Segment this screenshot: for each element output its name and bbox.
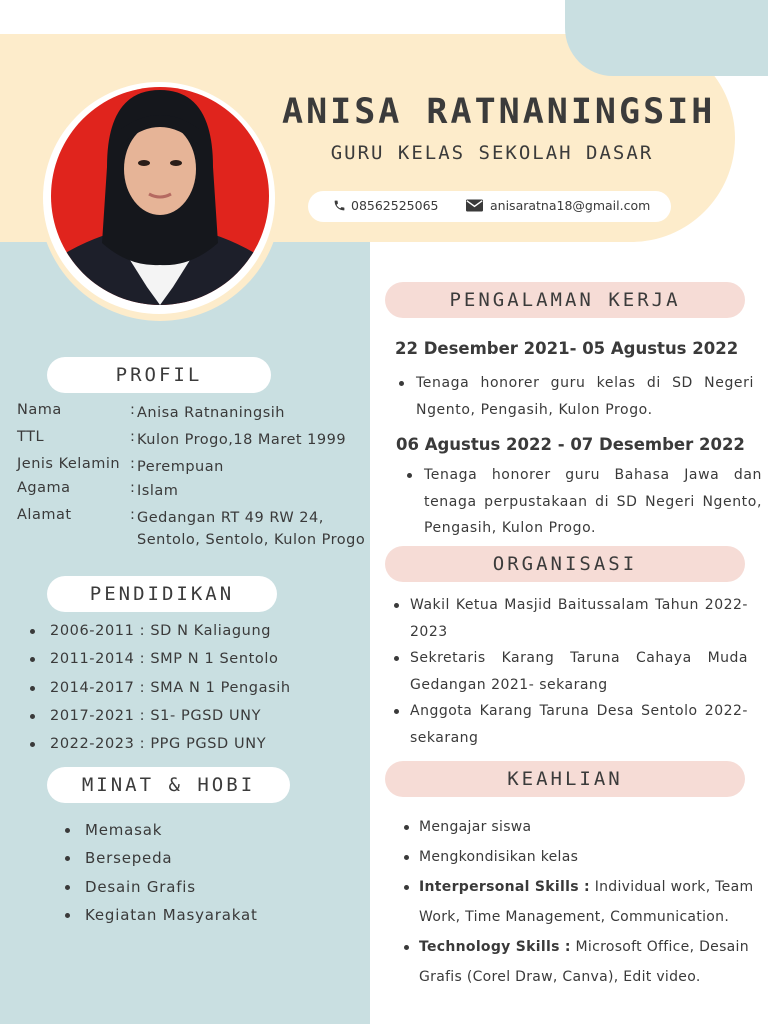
list-item: Kegiatan Masyarakat	[63, 903, 258, 931]
education-heading: PENDIDIKAN	[47, 576, 277, 612]
list-item: Anggota Karang Taruna Desa Sentolo 2022-sekarang	[392, 698, 748, 751]
skills-list	[402, 812, 754, 992]
education-list	[28, 619, 291, 760]
list-item: Wakil Ketua Masjid Baitussalam Tahun 2022-2023	[392, 592, 748, 645]
phone-icon	[333, 199, 346, 212]
job-description: Tenaga honorer guru kelas di SD Negeri Ngento, Pengasih, Kulon Progo.	[416, 370, 754, 423]
hobbies-heading: MINAT & HOBI	[47, 767, 290, 803]
profile-label: Jenis Kelamin	[17, 456, 121, 472]
list-item: Interpersonal Skills : Individual work, Team Work, Time Management, Communication.	[402, 872, 754, 932]
list-item: 2011-2014 : SMP N 1 Sentolo	[28, 647, 291, 675]
email-contact[interactable]	[466, 198, 650, 213]
profile-label: Agama	[17, 480, 71, 496]
profile-value: Anisa Ratnaningsih	[137, 405, 285, 421]
list-item: Mengkondisikan kelas	[402, 842, 754, 872]
profile-label: Alamat	[17, 507, 72, 523]
list-item: Bersepeda	[63, 846, 258, 874]
profile-value: Islam	[137, 483, 179, 499]
profile-label: TTL	[17, 429, 45, 445]
phone-contact[interactable]	[333, 198, 438, 213]
skill-category: Interpersonal Skills :	[419, 879, 590, 895]
profile-photo	[51, 87, 269, 305]
profile-value: Perempuan	[137, 459, 224, 475]
hobbies-list	[63, 818, 258, 931]
mail-icon	[466, 199, 483, 212]
list-item: 2022-2023 : PPG PGSD UNY	[28, 732, 291, 760]
list-item: Technology Skills : Microsoft Office, Desain Grafis (Corel Draw, Canva), Edit video.	[402, 932, 754, 992]
list-item: 2017-2021 : S1- PGSD UNY	[28, 704, 291, 732]
profile-value: Gedangan RT 49 RW 24, Sentolo, Sentolo, Kulon Progo	[137, 510, 366, 548]
organization-heading: ORGANISASI	[385, 546, 745, 582]
job-description: Tenaga honorer guru Bahasa Jawa dan tenaga perpustakaan di SD Negeri Ngento, Pengasih, Kulon Progo.	[424, 462, 762, 542]
profile-heading: PROFIL	[47, 357, 271, 393]
organization-list	[392, 592, 748, 751]
list-item: Mengajar siswa	[402, 812, 754, 842]
job-period: 06 Agustus 2022 - 07 Desember 2022	[396, 435, 745, 454]
profile-label: Nama	[17, 402, 62, 418]
email-address: anisaratna18@gmail.com	[490, 198, 651, 213]
person-name: ANISA RATNANINGSIH	[282, 92, 716, 132]
skills-heading: KEAHLIAN	[385, 761, 745, 797]
skill-category: Technology Skills :	[419, 939, 571, 955]
list-item: 2014-2017 : SMA N 1 Pengasih	[28, 676, 291, 704]
job-period: 22 Desember 2021- 05 Agustus 2022	[395, 339, 739, 358]
job-title: GURU KELAS SEKOLAH DASAR	[330, 142, 654, 164]
experience-heading: PENGALAMAN KERJA	[385, 282, 745, 318]
list-item: Sekretaris Karang Taruna Cahaya Muda Gedangan 2021- sekarang	[392, 645, 748, 698]
list-item: Desain Grafis	[63, 875, 258, 903]
list-item: Memasak	[63, 818, 258, 846]
phone-number: 08562525065	[351, 198, 439, 213]
corner-decoration	[565, 0, 768, 76]
profile-value: Kulon Progo,18 Maret 1999	[137, 432, 347, 448]
list-item: 2006-2011 : SD N Kaliagung	[28, 619, 291, 647]
